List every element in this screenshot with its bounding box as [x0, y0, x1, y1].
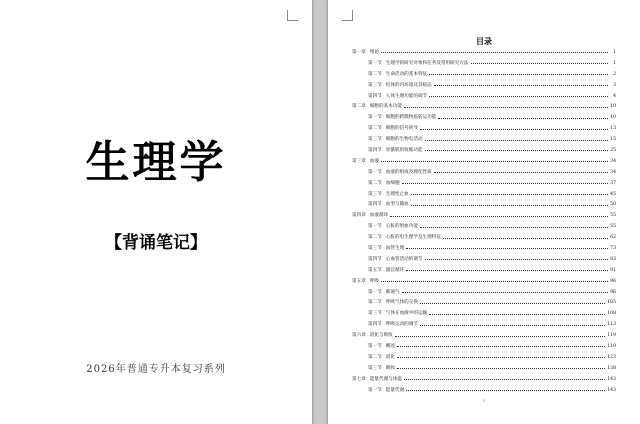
toc-section-entry[interactable] — [352, 320, 616, 331]
toc-entry-number: 第一节 — [368, 289, 382, 295]
toc-leader-dots — [406, 389, 605, 391]
toc-entry-number: 第四节 — [368, 148, 382, 154]
toc-leader-dots — [397, 367, 605, 369]
toc-entry-number: 第七章 — [352, 376, 366, 382]
toc-entry-number: 第二节 — [368, 71, 382, 77]
toc-entry-number: 第二章 — [352, 104, 366, 110]
toc-entry-number: 第一节 — [368, 115, 382, 121]
toc-page — [328, 0, 640, 424]
toc-leader-dots — [397, 345, 605, 347]
toc-entry-title: 心脏的电生理学及生理特征 — [385, 235, 441, 241]
toc-entry-number: 第五章 — [352, 278, 366, 284]
toc-list — [352, 48, 616, 397]
toc-entry-number: 第四节 — [368, 256, 382, 262]
toc-leader-dots — [411, 204, 608, 206]
toc-entry-number: 第三节 — [368, 82, 382, 88]
cover-series: 2026年普通专升本复习系列 — [86, 364, 226, 375]
toc-entry-number: 第三节 — [368, 246, 382, 252]
toc-entry-title: 血液循环 — [369, 213, 389, 219]
toc-entry-number: 第三节 — [368, 137, 382, 143]
toc-section-entry[interactable] — [352, 364, 616, 375]
toc-entry-title: 绪论 — [369, 50, 379, 55]
toc-section-entry[interactable] — [352, 190, 616, 201]
toc-entry-page: 34 — [610, 158, 616, 164]
toc-entry-page: 62 — [610, 235, 616, 241]
toc-entry-number: 第一节 — [368, 344, 382, 350]
toc-entry-title: 心脏的射血功能 — [385, 224, 418, 230]
toc-section-entry[interactable] — [352, 168, 616, 179]
toc-entry-number: 第四节 — [368, 322, 382, 328]
toc-chapter-entry[interactable] — [352, 375, 616, 386]
cover-subtitle: 【背诵笔记】 — [105, 233, 207, 253]
toc-section-entry[interactable] — [352, 81, 616, 92]
toc-entry-page: 1 — [613, 50, 616, 55]
toc-leader-dots — [438, 117, 608, 119]
toc-entry-number: 第一章 — [352, 50, 366, 55]
toc-entry-title: 血液 — [369, 158, 379, 164]
toc-entry-title: 血型与输血 — [385, 202, 409, 208]
toc-entry-title: 呼吸 — [369, 278, 379, 284]
toc-leader-dots — [402, 182, 608, 184]
toc-section-entry[interactable] — [352, 200, 616, 211]
toc-entry-number: 第一节 — [368, 224, 382, 230]
toc-entry-number: 第二节 — [368, 354, 382, 360]
toc-entry-number: 第四节 — [368, 93, 382, 99]
toc-entry-title: 呼吸气体的交换 — [385, 300, 418, 306]
toc-entry-page: 143 — [607, 376, 616, 382]
toc-entry-page: 91 — [610, 267, 616, 273]
toc-leader-dots — [411, 193, 608, 195]
toc-section-entry[interactable] — [352, 244, 616, 255]
crop-mark — [342, 10, 353, 21]
toc-section-entry[interactable] — [352, 233, 616, 244]
cover-title: 生理学 — [85, 137, 227, 188]
toc-leader-dots — [429, 313, 605, 315]
toc-entry-page: 3 — [613, 82, 616, 88]
toc-leader-dots — [420, 226, 608, 228]
toc-entry-title: 呼吸运动的调节 — [385, 322, 418, 328]
toc-section-entry[interactable] — [352, 92, 616, 103]
toc-section-entry[interactable] — [352, 113, 616, 124]
toc-entry-page: 25 — [610, 148, 616, 154]
toc-section-entry[interactable] — [352, 146, 616, 157]
toc-entry-title: 血管生理 — [385, 246, 405, 252]
toc-leader-dots — [434, 84, 608, 86]
toc-leader-dots — [406, 269, 608, 271]
toc-leader-dots — [425, 258, 608, 260]
toc-leader-dots — [425, 149, 608, 151]
toc-entry-number: 第三节 — [368, 191, 382, 197]
toc-entry-title: 细胞的基本功能 — [369, 104, 402, 110]
toc-entry-number: 第二节 — [368, 300, 382, 306]
toc-entry-page: 50 — [610, 202, 616, 208]
toc-leader-dots — [420, 128, 608, 130]
toc-entry-page: 96 — [610, 289, 616, 295]
toc-section-entry[interactable] — [352, 135, 616, 146]
toc-entry-page: 55 — [610, 224, 616, 230]
toc-entry-page: 34 — [610, 169, 616, 175]
toc-leader-dots — [420, 324, 605, 326]
toc-section-entry[interactable] — [352, 288, 616, 299]
toc-entry-title: 心血管活动的调节 — [385, 256, 423, 262]
toc-section-entry[interactable] — [352, 179, 616, 190]
toc-entry-page: 119 — [607, 333, 616, 339]
toc-entry-page: 10 — [610, 115, 616, 121]
toc-chapter-entry[interactable] — [352, 48, 616, 59]
toc-leader-dots — [420, 302, 605, 304]
toc-entry-number: 第二节 — [368, 235, 382, 241]
toc-entry-page: 10 — [610, 104, 616, 110]
toc-entry-page: 1 — [613, 60, 616, 66]
toc-entry-title: 机体的内环境及其稳态 — [385, 82, 432, 88]
toc-section-entry[interactable] — [352, 255, 616, 266]
toc-entry-number: 第四章 — [352, 213, 366, 219]
toc-entry-title: 骨骼肌的收缩功能 — [385, 148, 423, 154]
toc-section-entry[interactable] — [352, 266, 616, 277]
toc-entry-number: 第五节 — [368, 267, 382, 273]
toc-chapter-entry[interactable] — [352, 211, 616, 222]
toc-leader-dots — [406, 247, 608, 249]
toc-section-entry[interactable] — [352, 222, 616, 233]
toc-entry-page: 45 — [610, 191, 616, 197]
toc-entry-number: 第一节 — [368, 387, 382, 393]
toc-entry-page: 37 — [610, 180, 616, 186]
toc-leader-dots — [381, 280, 608, 282]
toc-entry-page: 123 — [607, 354, 616, 360]
cover-page — [0, 0, 312, 424]
toc-entry-page: 13 — [610, 126, 616, 132]
page-number: I — [483, 398, 485, 403]
toc-entry-page: 113 — [607, 322, 616, 328]
toc-entry-title: 血液的组成及理化性质 — [385, 169, 432, 175]
toc-chapter-entry[interactable] — [352, 157, 616, 168]
toc-section-entry[interactable] — [352, 298, 616, 309]
toc-entry-page: 2 — [613, 71, 616, 77]
crop-mark — [287, 10, 298, 21]
toc-leader-dots — [381, 160, 608, 162]
toc-section-entry[interactable] — [352, 309, 616, 320]
toc-entry-page: 55 — [610, 213, 616, 219]
toc-entry-page: 4 — [613, 93, 616, 99]
toc-chapter-entry[interactable] — [352, 331, 616, 342]
toc-entry-number: 第四节 — [368, 202, 382, 208]
toc-entry-title: 气体在血液中的运输 — [385, 311, 428, 317]
toc-entry-page: 108 — [607, 311, 616, 317]
toc-section-entry[interactable] — [352, 353, 616, 364]
toc-leader-dots — [402, 291, 608, 293]
toc-entry-title: 概述 — [385, 344, 395, 350]
toc-entry-title: 细胞的生物电活动 — [385, 137, 423, 143]
toc-entry-title: 吸收 — [385, 365, 395, 371]
toc-leader-dots — [434, 171, 608, 173]
toc-entry-page: 143 — [607, 387, 616, 393]
toc-section-entry[interactable] — [352, 124, 616, 135]
toc-entry-title: 生理性止血 — [385, 191, 409, 197]
toc-entry-number: 第三节 — [368, 365, 382, 371]
toc-section-entry[interactable] — [352, 70, 616, 81]
toc-entry-page: 119 — [607, 344, 616, 350]
toc-leader-dots — [429, 73, 608, 75]
toc-chapter-entry[interactable] — [352, 102, 616, 113]
toc-entry-title: 消化与吸收 — [369, 333, 393, 339]
toc-entry-number: 第一节 — [368, 169, 382, 175]
toc-leader-dots — [397, 356, 605, 358]
toc-leader-dots — [395, 335, 605, 337]
toc-entry-number: 第二节 — [368, 180, 382, 186]
toc-entry-title: 能量代谢与体温 — [369, 376, 402, 382]
toc-entry-page: 83 — [610, 256, 616, 262]
toc-entry-title: 肺通气 — [385, 289, 400, 295]
toc-entry-number: 第二节 — [368, 126, 382, 132]
toc-entry-page: 96 — [610, 278, 616, 284]
toc-entry-title: 消化 — [385, 354, 395, 360]
toc-entry-title: 血细胞 — [385, 180, 400, 186]
toc-entry-page: 15 — [610, 137, 616, 143]
toc-entry-number: 第六章 — [352, 333, 366, 339]
toc-entry-title: 器官循环 — [385, 267, 405, 273]
toc-section-entry[interactable] — [352, 342, 616, 353]
toc-leader-dots — [443, 237, 608, 239]
toc-leader-dots — [390, 215, 608, 217]
toc-leader-dots — [404, 378, 605, 380]
toc-leader-dots — [404, 106, 608, 108]
toc-entry-title: 细胞的跨膜物质转运功能 — [385, 115, 437, 121]
toc-entry-page: 138 — [607, 365, 616, 371]
toc-section-entry[interactable] — [352, 59, 616, 70]
toc-leader-dots — [471, 62, 609, 64]
toc-leader-dots — [429, 95, 608, 97]
toc-entry-title: 细胞的信号转导 — [385, 126, 418, 132]
toc-entry-title: 能量代谢 — [385, 387, 405, 393]
toc-entry-title: 生命活动的基本特征 — [385, 71, 428, 77]
toc-section-entry[interactable] — [352, 386, 616, 397]
toc-entry-page: 73 — [610, 246, 616, 252]
toc-entry-number: 第三章 — [352, 158, 366, 164]
toc-entry-number: 第一节 — [368, 60, 382, 66]
toc-entry-title: 人体生理功能的调节 — [385, 93, 428, 99]
toc-entry-title: 生理学的研究对象和任务及常用研究方法 — [385, 60, 469, 66]
toc-leader-dots — [381, 51, 608, 53]
toc-heading: 目录 — [476, 36, 492, 46]
toc-entry-page: 105 — [607, 300, 616, 306]
toc-chapter-entry[interactable] — [352, 277, 616, 288]
toc-entry-number: 第三节 — [368, 311, 382, 317]
toc-leader-dots — [425, 139, 608, 141]
